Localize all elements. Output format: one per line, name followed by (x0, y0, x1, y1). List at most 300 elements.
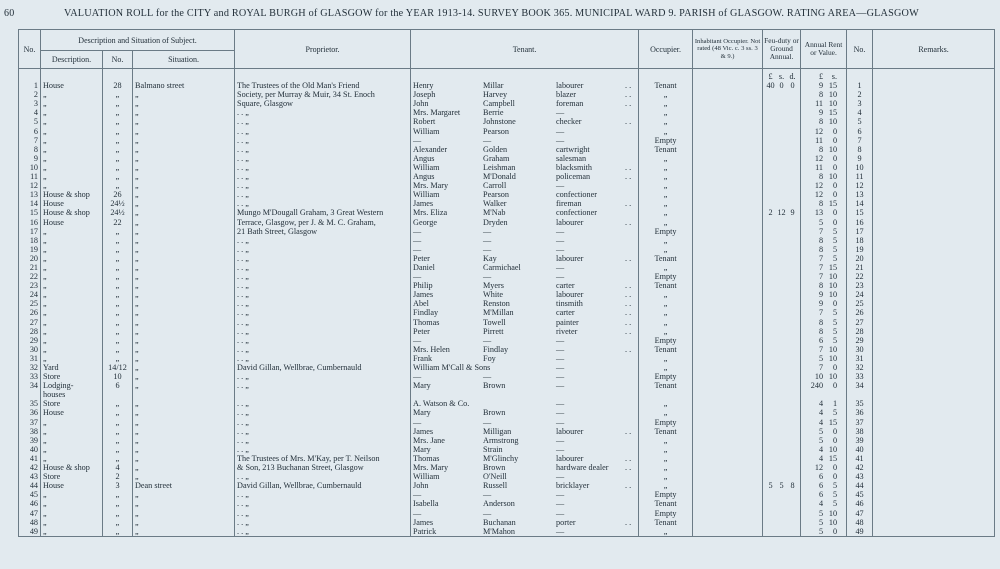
occupier: „ (639, 363, 693, 372)
situation: „ (133, 245, 235, 254)
occupier: „ (639, 481, 693, 490)
inhabitant-occupier (693, 372, 763, 381)
subject-description: „ (41, 499, 103, 508)
proprietor: . . „ (235, 272, 411, 281)
tenant-surname: Pearson (483, 190, 509, 200)
remarks (873, 136, 995, 145)
tenant-surname: Berrie (483, 108, 504, 118)
entry-number: 39 (19, 436, 41, 445)
situation: „ (133, 381, 235, 390)
entry-number: 3 (19, 99, 41, 108)
feu-duty (763, 145, 801, 154)
annual-rent (801, 436, 847, 445)
street-number: 22 (103, 218, 133, 227)
proprietor: . . „ (235, 418, 411, 427)
street-number: „ (103, 327, 133, 336)
rent-pounds: 240 (810, 381, 824, 391)
tenant-occupation: hardware dealer (556, 463, 609, 473)
inhabitant-occupier (693, 218, 763, 227)
entry-number-right: 44 (847, 481, 873, 490)
entry-number-right: 11 (847, 172, 873, 181)
situation: „ (133, 454, 235, 463)
feu-duty (763, 499, 801, 508)
remarks (873, 454, 995, 463)
situation: „ (133, 354, 235, 363)
rent-pounds: 10 (814, 372, 824, 382)
inhabitant-occupier (693, 263, 763, 272)
entry-number: 2 (19, 90, 41, 99)
rent-shillings: 0 (832, 363, 838, 372)
feu-duty (763, 481, 801, 490)
situation: „ (133, 145, 235, 154)
street-number: „ (103, 408, 133, 417)
feu-duty (763, 199, 801, 208)
entry-number-right: 16 (847, 218, 873, 227)
subject-description: „ (41, 445, 103, 454)
occupier: „ (639, 99, 693, 108)
entry-number: 19 (19, 245, 41, 254)
remarks (873, 245, 995, 254)
tenant-occupation: carter (556, 281, 575, 291)
tenant-occupation: — (556, 526, 565, 536)
annual-rent (801, 263, 847, 272)
tenant-surname: Golden (483, 144, 508, 154)
tenant (411, 263, 639, 272)
situation: „ (133, 308, 235, 317)
entry-number-right: 34 (847, 381, 873, 390)
tenant-forename: William (413, 126, 440, 136)
proprietor: Mungo M'Dougall Graham, 3 Great Western (235, 208, 411, 217)
entry-number: 6 (19, 127, 41, 136)
tenant-occupation: — (556, 363, 565, 372)
annual-rent (801, 290, 847, 299)
proprietor: . . „ (235, 236, 411, 245)
situation: „ (133, 527, 235, 537)
leader-dots: . . (625, 290, 632, 300)
rent-pounds: 8 (818, 326, 824, 336)
occupier: „ (639, 190, 693, 199)
situation: „ (133, 327, 235, 336)
tenant-occupation: — (556, 435, 565, 445)
inhabitant-occupier (693, 199, 763, 208)
entry-number-right: 26 (847, 308, 873, 317)
proprietor: . . „ (235, 490, 411, 499)
tenant-forename: Isabella (413, 499, 439, 509)
remarks (873, 263, 995, 272)
tenant-occupation: — (556, 408, 565, 418)
rent-shillings: 10 (828, 144, 838, 154)
tenant-forename: William (413, 472, 440, 482)
tenant-surname: — (483, 226, 492, 236)
annual-rent (801, 418, 847, 427)
rent-shillings: 5 (832, 235, 838, 245)
tenant (411, 299, 639, 308)
occupier: „ (639, 172, 693, 181)
entry-number: 48 (19, 518, 41, 527)
rent-pounds: 7 (818, 262, 824, 272)
street-number: „ (103, 254, 133, 263)
entry-number-right: 31 (847, 354, 873, 363)
proprietor: . . „ (235, 318, 411, 327)
inhabitant-occupier (693, 390, 763, 399)
proprietor: . . „ (235, 290, 411, 299)
remarks (873, 127, 995, 136)
rent-pounds: 11 (815, 99, 824, 109)
remarks (873, 509, 995, 518)
table-row (19, 181, 995, 190)
rent-shillings: 0 (832, 181, 838, 191)
proprietor: . . „ (235, 172, 411, 181)
leader-dots: . . (625, 117, 632, 127)
rent-shillings: 10 (828, 290, 838, 300)
tenant (411, 381, 639, 390)
rent-shillings: 0 (832, 162, 838, 172)
entry-number-right: 9 (847, 154, 873, 163)
entry-number-right: 22 (847, 272, 873, 281)
table-row (19, 272, 995, 281)
table-row (19, 245, 995, 254)
tenant (411, 172, 639, 181)
rent-shillings: 0 (832, 381, 838, 391)
remarks (873, 408, 995, 417)
inhabitant-occupier (693, 181, 763, 190)
feu-duty (763, 218, 801, 227)
tenant (411, 472, 639, 481)
tenant-forename: Mary (413, 444, 431, 454)
annual-rent (801, 81, 847, 90)
tenant-occupation: bricklayer (556, 481, 590, 491)
entry-number-right: 12 (847, 181, 873, 190)
entry-number-right: 48 (847, 518, 873, 527)
entry-number-right: 40 (847, 445, 873, 454)
remarks (873, 281, 995, 290)
occupier: „ (639, 218, 693, 227)
occupier: Empty (639, 136, 693, 145)
proprietor: . . „ (235, 527, 411, 537)
tenant-occupation: confectioner (556, 190, 597, 200)
tenant-forename: George (413, 217, 437, 227)
situation: „ (133, 472, 235, 481)
tenant-forename: — (413, 226, 422, 236)
occupier: Empty (639, 272, 693, 281)
occupier: „ (639, 527, 693, 537)
entry-number: 17 (19, 227, 41, 236)
situation: „ (133, 208, 235, 217)
situation: „ (133, 509, 235, 518)
annual-rent (801, 327, 847, 336)
rent-shillings: 10 (828, 508, 838, 518)
tenant-surname: — (483, 372, 492, 382)
tenant (411, 436, 639, 445)
tenant-forename: Peter (413, 253, 430, 263)
occupier: „ (639, 472, 693, 481)
proprietor: . . „ (235, 181, 411, 190)
remarks (873, 154, 995, 163)
feu-pounds: 5 (768, 481, 773, 491)
situation: „ (133, 490, 235, 499)
occupier: „ (639, 299, 693, 308)
street-number: „ (103, 336, 133, 345)
proprietor: . . „ (235, 436, 411, 445)
rent-pounds: 8 (818, 244, 824, 254)
subject-description: „ (41, 272, 103, 281)
annual-rent (801, 354, 847, 363)
situation: „ (133, 318, 235, 327)
feu-duty (763, 308, 801, 317)
remarks (873, 381, 995, 390)
entry-number-right: 33 (847, 372, 873, 381)
inhabitant-occupier (693, 345, 763, 354)
tenant-surname: Harvey (483, 90, 508, 100)
entry-number-right: 28 (847, 327, 873, 336)
table-row (19, 490, 995, 499)
entry-number-right: 41 (847, 454, 873, 463)
leader-dots: . . (625, 317, 632, 327)
subject-description: „ (41, 336, 103, 345)
feu-duty (763, 472, 801, 481)
rent-shillings: 10 (828, 90, 838, 100)
remarks (873, 390, 995, 399)
rent-shillings: 15 (828, 262, 838, 272)
tenant-surname: Walker (483, 199, 507, 209)
situation: „ (133, 136, 235, 145)
rent-pounds: 5 (818, 217, 824, 227)
subject-description: „ (41, 154, 103, 163)
tenant-surname: O'Neill (483, 472, 507, 482)
inhabitant-occupier (693, 281, 763, 290)
tenant (411, 245, 639, 254)
annual-rent (801, 90, 847, 99)
rent-shillings: 0 (832, 472, 838, 482)
rent-pounds: 9 (818, 290, 824, 300)
tenant-occupation: labourer (556, 81, 584, 91)
street-number: 14/12 (103, 363, 133, 372)
feu-pence: 0 (790, 81, 795, 91)
page-header (4, 5, 996, 21)
tenant-forename: John (413, 99, 429, 109)
subject-description: Yard (41, 363, 103, 372)
annual-rent (801, 145, 847, 154)
street-number: 6 (103, 381, 133, 390)
street-number: „ (103, 245, 133, 254)
annual-rent (801, 463, 847, 472)
table-row (19, 154, 995, 163)
street-number: „ (103, 272, 133, 281)
proprietor: . . „ (235, 327, 411, 336)
feu-duty (763, 90, 801, 99)
annual-rent (801, 108, 847, 117)
proprietor: . . „ (235, 245, 411, 254)
inhabitant-occupier (693, 90, 763, 99)
annual-rent (801, 208, 847, 217)
remarks (873, 518, 995, 527)
feu-duty (763, 436, 801, 445)
entry-number: 42 (19, 463, 41, 472)
annual-rent (801, 236, 847, 245)
tenant-occupation: labourer (556, 426, 584, 436)
occupier: „ (639, 327, 693, 336)
situation: „ (133, 163, 235, 172)
situation: „ (133, 172, 235, 181)
tenant (411, 199, 639, 208)
tenant (411, 117, 639, 126)
tenant-surname: — (483, 235, 492, 245)
tenant-surname: Johnstone (483, 117, 516, 127)
feu-pence: 8 (790, 481, 795, 491)
tenant (411, 81, 639, 90)
annual-rent (801, 117, 847, 126)
subject-description: „ (41, 454, 103, 463)
occupier: Tenant (639, 254, 693, 263)
entry-number-right: 3 (847, 99, 873, 108)
tenant (411, 136, 639, 145)
tenant-occupation: cartwright (556, 144, 590, 154)
subject-description: „ (41, 327, 103, 336)
situation: „ (133, 218, 235, 227)
remarks (873, 463, 995, 472)
annual-rent (801, 336, 847, 345)
remarks (873, 117, 995, 126)
leader-dots: . . (625, 90, 632, 100)
situation: „ (133, 99, 235, 108)
tenant-forename: Mrs. Mary (413, 463, 449, 473)
entry-number-right: 4 (847, 108, 873, 117)
tenant-forename: Joseph (413, 90, 436, 100)
tenant-surname: — (483, 335, 492, 345)
rent-shillings: 0 (832, 126, 838, 136)
proprietor: . . „ (235, 345, 411, 354)
subject-description: House (41, 199, 103, 208)
entry-number: 46 (19, 499, 41, 508)
entry-number-right: 43 (847, 472, 873, 481)
tenant (411, 272, 639, 281)
inhabitant-occupier (693, 445, 763, 454)
rent-shillings: 0 (832, 217, 838, 227)
entry-number: 13 (19, 190, 41, 199)
tenant (411, 281, 639, 290)
subject-description: „ (41, 117, 103, 126)
street-number: „ (103, 108, 133, 117)
proprietor: . . „ (235, 372, 411, 381)
inhabitant-occupier (693, 454, 763, 463)
tenant (411, 399, 639, 408)
subject-description: „ (41, 263, 103, 272)
entry-number: 20 (19, 254, 41, 263)
tenant (411, 408, 639, 417)
remarks (873, 145, 995, 154)
proprietor: . . „ (235, 336, 411, 345)
tenant-occupation: — (556, 126, 565, 136)
rent-shillings: 15 (828, 81, 838, 91)
feu-duty (763, 281, 801, 290)
entry-number: 24 (19, 290, 41, 299)
tenant-occupation: porter (556, 517, 576, 527)
subject-description: „ (41, 308, 103, 317)
street-number: „ (103, 290, 133, 299)
tenant-forename: Daniel (413, 262, 435, 272)
rent-shillings: 0 (832, 208, 838, 218)
entry-number-right: 2 (847, 90, 873, 99)
proprietor: . . „ (235, 145, 411, 154)
rent-shillings: 10 (828, 272, 838, 282)
entry-number-right: 8 (847, 145, 873, 154)
street-number: „ (103, 490, 133, 499)
tenant-surname: — (483, 417, 492, 427)
tenant-surname: — (483, 135, 492, 145)
proprietor: David Gillan, Wellbrae, Cumbernauld (235, 481, 411, 490)
proprietor: . . „ (235, 154, 411, 163)
table-row (19, 299, 995, 308)
street-number: „ (103, 172, 133, 181)
proprietor: . . „ (235, 445, 411, 454)
entry-number-right: 29 (847, 336, 873, 345)
subject-description: House (41, 408, 103, 417)
tenant-forename: James (413, 517, 434, 527)
tenant-forename: Angus (413, 153, 435, 163)
table-row (19, 218, 995, 227)
leader-dots: . . (625, 326, 632, 336)
feu-duty (763, 463, 801, 472)
street-number: 4 (103, 463, 133, 472)
situation: „ (133, 463, 235, 472)
tenant-surname: Towell (483, 317, 506, 327)
tenant-surname: Brown (483, 408, 506, 418)
rent-pounds: 5 (818, 526, 824, 536)
tenant (411, 154, 639, 163)
tenant-forename: — (413, 508, 422, 518)
rent-pounds: 12 (814, 126, 824, 136)
feu-duty (763, 408, 801, 417)
inhabitant-occupier (693, 245, 763, 254)
tenant-forename: Patrick (413, 526, 437, 536)
street-number: 26 (103, 190, 133, 199)
feu-duty (763, 427, 801, 436)
rent-pounds: 11 (815, 162, 824, 172)
tenant (411, 363, 639, 372)
feu-duty (763, 172, 801, 181)
subject-description: „ (41, 136, 103, 145)
tenant-surname: White (483, 290, 504, 300)
entry-number-right: 18 (847, 236, 873, 245)
feu-duty (763, 81, 801, 90)
entry-number-right: 5 (847, 117, 873, 126)
tenant-occupation: — (556, 244, 565, 254)
subject-description: „ (41, 354, 103, 363)
feu-duty (763, 154, 801, 163)
situation: „ (133, 90, 235, 99)
street-number: 10 (103, 372, 133, 381)
tenant-surname: — (483, 272, 492, 282)
tenant-occupation: — (556, 272, 565, 282)
table-row (19, 463, 995, 472)
proprietor: . . „ (235, 427, 411, 436)
table-row (19, 372, 995, 381)
street-number: „ (103, 117, 133, 126)
tenant-surname: Campbell (483, 99, 515, 109)
tenant-surname: M'Millan (483, 308, 514, 318)
table-row (19, 318, 995, 327)
street-number: „ (103, 236, 133, 245)
tenant-forename: — (413, 272, 422, 282)
tenant (411, 327, 639, 336)
table-row (19, 481, 995, 490)
subject-description: Lodging- (41, 381, 103, 390)
rent-pounds: 5 (818, 426, 824, 436)
proprietor: . . „ (235, 199, 411, 208)
feu-duty (763, 418, 801, 427)
table-row (19, 208, 995, 217)
tenant-occupation: carter (556, 308, 575, 318)
